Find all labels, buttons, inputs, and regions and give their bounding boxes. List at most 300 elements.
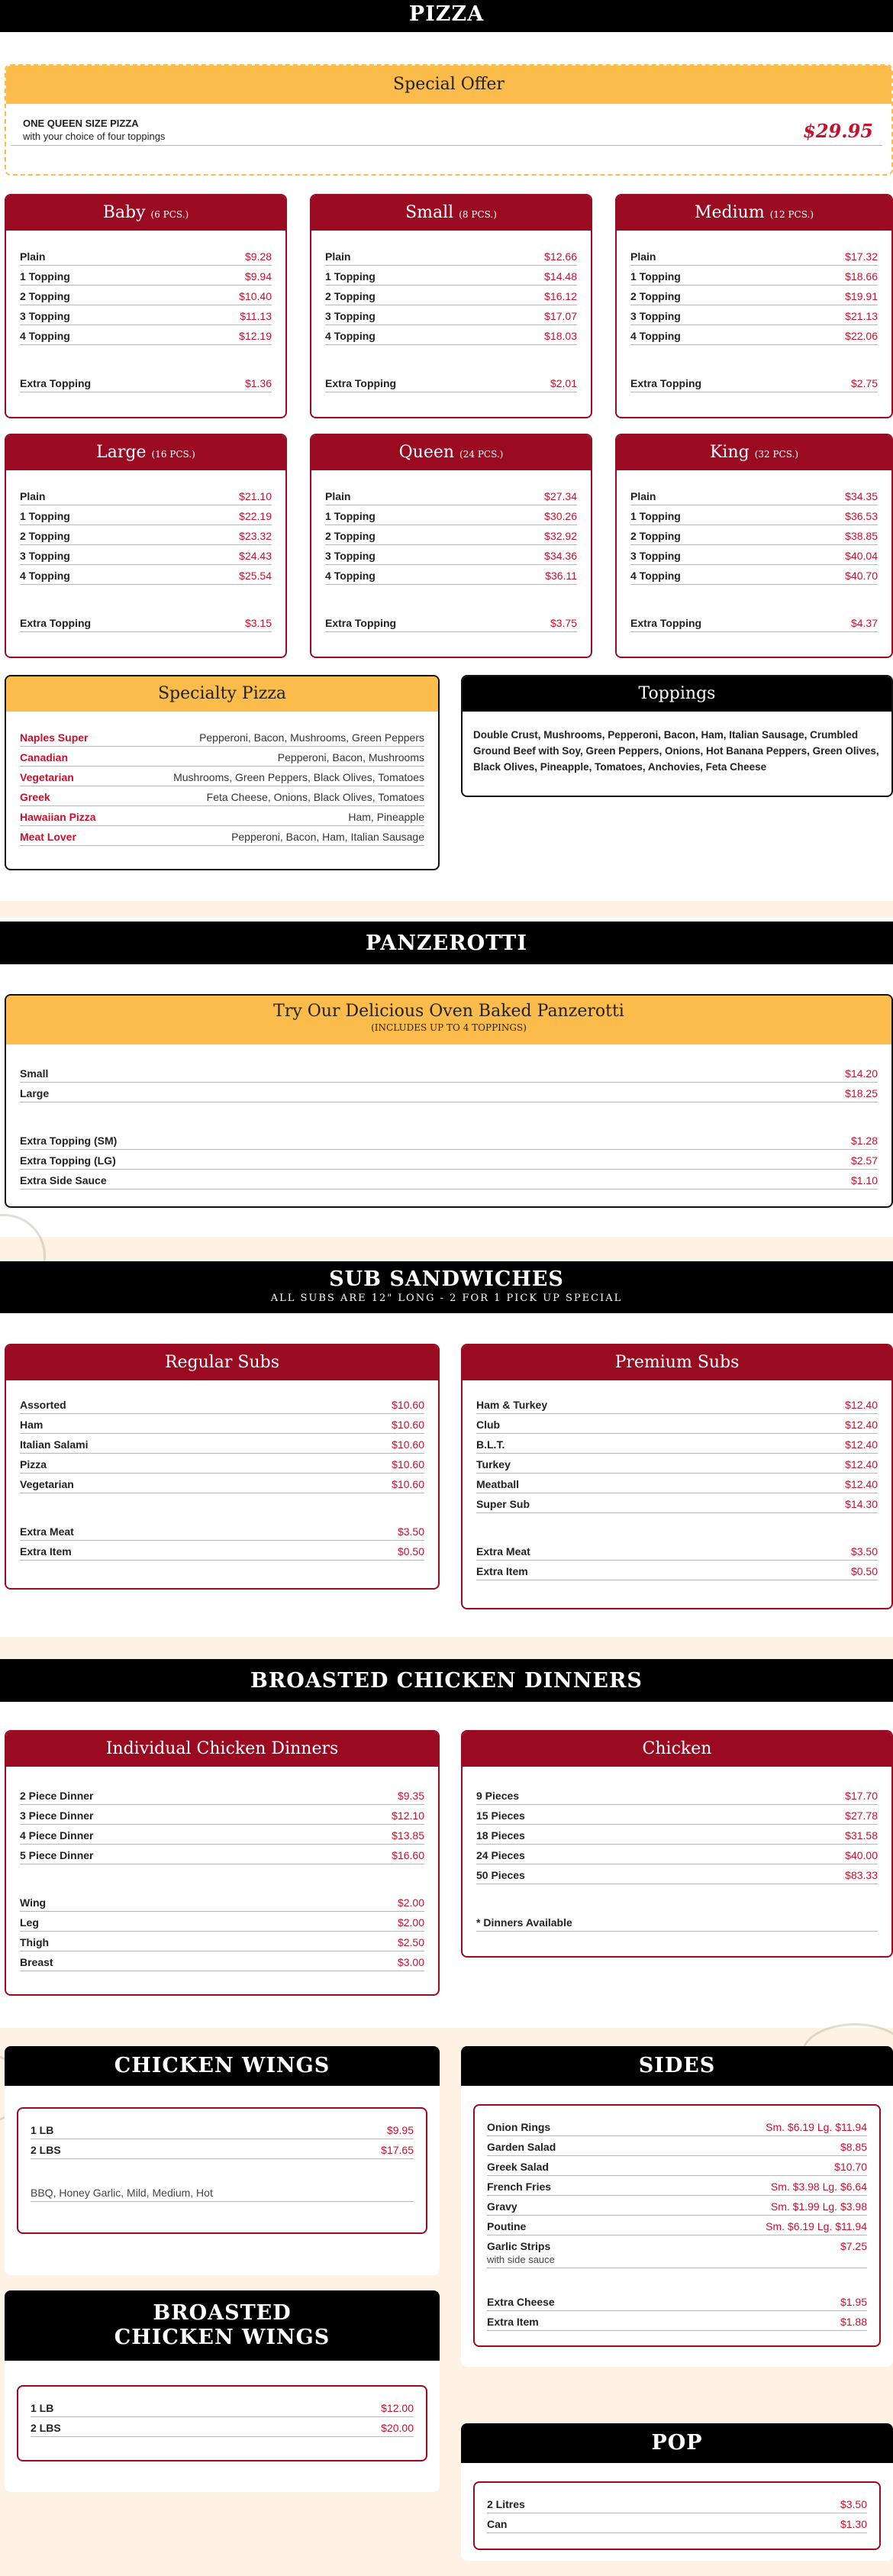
item-name: Plain — [630, 490, 656, 502]
item-price: $1.28 — [850, 1135, 878, 1147]
item-price: $12.40 — [845, 1478, 878, 1490]
item-name: Poutine — [487, 2220, 527, 2232]
item-name: Leg — [20, 1916, 39, 1929]
menu-row — [476, 1785, 878, 1805]
panzerotti-header — [0, 922, 893, 964]
item-price: Feta Cheese, Onions, Black Olives, Tomatoes — [206, 791, 424, 803]
item-price: $10.70 — [834, 2161, 867, 2173]
item-price: $7.25 — [840, 2240, 867, 2252]
menu-row — [20, 1083, 878, 1102]
side-row-with-desc — [487, 2235, 867, 2268]
item-price: $1.30 — [840, 2518, 867, 2530]
item-name: Wing — [20, 1896, 47, 1909]
broasted-wings-list — [17, 2385, 427, 2461]
spacer — [476, 1513, 878, 1541]
broasted-wings-header — [5, 2290, 440, 2361]
menu-row — [325, 305, 577, 325]
item-price: $21.10 — [239, 490, 272, 502]
menu-row — [487, 2176, 867, 2196]
item-price: Ham, Pineapple — [348, 811, 424, 823]
pizza-size-name: Baby — [102, 203, 146, 222]
item-name: 4 Topping — [325, 570, 376, 582]
menu-row — [630, 612, 878, 632]
panzerotti-header-text: PANZEROTTI — [365, 931, 528, 955]
item-name: 1 Topping — [325, 510, 376, 522]
item-name: Extra Topping — [630, 377, 702, 389]
item-name: Can — [487, 2518, 508, 2530]
item-name: 4 Topping — [20, 330, 70, 342]
item-price: $3.50 — [840, 2498, 867, 2510]
subs-header-text: SUB SANDWICHES — [329, 1267, 564, 1291]
item-name: Turkey — [476, 1458, 511, 1470]
menu-row — [20, 565, 272, 585]
item-name: Extra Item — [20, 1545, 72, 1558]
item-price: $22.19 — [239, 510, 272, 522]
item-name: Large — [20, 1087, 50, 1099]
pizza-size-name: Medium — [694, 203, 765, 222]
pop-panel — [461, 2423, 893, 2561]
menu-row — [476, 1825, 878, 1845]
item-name: 2 LBS — [31, 2144, 61, 2156]
item-name: 4 Topping — [630, 330, 681, 342]
menu-row — [20, 373, 272, 392]
item-name: Ham — [20, 1419, 44, 1431]
pizza-size-title — [617, 195, 891, 231]
pizza-size-prices — [6, 231, 285, 400]
menu-row — [20, 1825, 424, 1845]
item-name: Thigh — [20, 1936, 50, 1948]
menu-row — [630, 286, 878, 305]
menu-row — [325, 525, 577, 545]
menu-row — [476, 1561, 878, 1580]
menu-row — [31, 2417, 414, 2437]
menu-row — [20, 1951, 424, 1971]
menu-row — [630, 486, 878, 505]
menu-row — [325, 486, 577, 505]
item-name: Plain — [20, 490, 46, 502]
item-price: $12.00 — [381, 2402, 414, 2414]
item-name: Extra Side Sauce — [20, 1174, 107, 1186]
item-name: 1 Topping — [325, 270, 376, 282]
spacer — [630, 585, 878, 612]
menu-row — [325, 505, 577, 525]
item-name: 15 Pieces — [476, 1809, 525, 1822]
item-price: $83.33 — [845, 1869, 878, 1881]
specialty-pizza-row — [20, 826, 424, 846]
item-desc: with side sauce — [487, 2254, 555, 2265]
pizza-size-title — [6, 195, 285, 231]
menu-row — [630, 505, 878, 525]
item-name: Plain — [325, 490, 351, 502]
item-price: $2.01 — [550, 377, 577, 389]
menu-row — [630, 305, 878, 325]
item-price: $40.00 — [845, 1849, 878, 1861]
regular-subs-card — [5, 1344, 440, 1590]
specialty-pizza-row — [20, 786, 424, 806]
item-price: $8.85 — [840, 2141, 867, 2153]
pizza-size-title — [311, 195, 591, 231]
item-price: Pepperoni, Bacon, Mushrooms — [277, 751, 424, 763]
menu-row — [487, 2494, 867, 2513]
pizza-size-title — [6, 435, 285, 470]
menu-row — [20, 266, 272, 286]
panzerotti-list — [6, 1044, 891, 1197]
menu-row — [476, 1864, 878, 1884]
item-name: 3 Topping — [325, 310, 376, 322]
menu-row — [20, 1170, 878, 1190]
item-price: $25.54 — [239, 570, 272, 582]
item-price: $1.36 — [244, 377, 272, 389]
item-price: $10.60 — [392, 1419, 424, 1431]
item-name: Breast — [20, 1956, 53, 1968]
item-name: Extra Topping — [20, 617, 92, 629]
item-name: Assorted — [20, 1399, 66, 1411]
pizza-size-card — [310, 194, 592, 418]
item-price: $10.60 — [392, 1438, 424, 1451]
broasted-wings-panel — [5, 2290, 440, 2492]
pizza-size-prices — [6, 470, 285, 640]
item-price: $36.11 — [545, 570, 577, 582]
item-price: $17.65 — [381, 2144, 414, 2156]
item-name: Super Sub — [476, 1498, 530, 1510]
item-name: French Fries — [487, 2181, 552, 2193]
specialty-pizza-row — [20, 747, 424, 767]
item-name: 1 Topping — [20, 270, 70, 282]
menu-row — [476, 1474, 878, 1493]
menu-row — [476, 1805, 878, 1825]
menu-row — [487, 2513, 867, 2533]
chicken-wings-list — [17, 2107, 427, 2234]
specialty-pizza-card — [5, 675, 440, 870]
menu-row — [31, 2119, 414, 2139]
item-name: 4 Topping — [630, 570, 681, 582]
menu-row — [325, 612, 577, 632]
item-name: 1 Topping — [20, 510, 70, 522]
item-name: 3 Topping — [630, 550, 681, 562]
pop-header: POP — [461, 2423, 893, 2463]
item-name: Meatball — [476, 1478, 520, 1490]
item-name: Italian Salami — [20, 1438, 89, 1451]
menu-row — [20, 612, 272, 632]
menu-row — [20, 1521, 424, 1541]
menu-row — [630, 246, 878, 266]
menu-row — [630, 373, 878, 392]
menu-row — [20, 1414, 424, 1434]
toppings-title: Toppings — [463, 676, 891, 712]
item-name: Plain — [630, 250, 656, 263]
item-name: 3 Piece Dinner — [20, 1809, 94, 1822]
item-price: $22.06 — [845, 330, 878, 342]
item-price: $11.13 — [240, 310, 272, 322]
menu-row — [20, 305, 272, 325]
item-price: $2.75 — [850, 377, 878, 389]
menu-row — [476, 1541, 878, 1561]
item-price: $12.40 — [845, 1419, 878, 1431]
item-name: Extra Item — [487, 2316, 539, 2328]
pizza-size-card — [5, 194, 287, 418]
item-price: $2.57 — [850, 1154, 878, 1167]
menu-row — [20, 246, 272, 266]
item-name: Extra Topping (LG) — [20, 1154, 116, 1167]
pizza-size-prices — [311, 470, 591, 640]
item-name: 1 Topping — [630, 510, 681, 522]
chicken-header — [0, 1659, 893, 1702]
item-price: $3.00 — [397, 1956, 424, 1968]
item-name: Extra Item — [476, 1565, 528, 1577]
item-name: Extra Topping — [20, 377, 92, 389]
item-price: $27.78 — [845, 1809, 878, 1822]
item-name: 1 LB — [31, 2402, 54, 2414]
item-name: 24 Pieces — [476, 1849, 525, 1861]
spacer — [476, 1884, 878, 1912]
menu-row — [630, 565, 878, 585]
item-price: $19.91 — [845, 290, 878, 302]
item-price: $40.70 — [845, 570, 878, 582]
pizza-size-prices — [617, 470, 891, 640]
menu-row — [20, 325, 272, 345]
item-price: $2.00 — [397, 1896, 424, 1909]
menu-row — [476, 1394, 878, 1414]
item-price: $34.36 — [544, 550, 577, 562]
item-name: Meat Lover — [20, 831, 76, 843]
spacer — [20, 1864, 424, 1892]
item-name: Ham & Turkey — [476, 1399, 548, 1411]
item-name: Gravy — [487, 2200, 517, 2213]
menu-row — [20, 286, 272, 305]
item-price: $40.04 — [845, 550, 878, 562]
spacer — [630, 345, 878, 373]
pizza-size-card — [5, 434, 287, 658]
specialty-pizza-row — [20, 767, 424, 786]
pizza-size-name: Queen — [398, 443, 455, 462]
item-name: 1 LB — [31, 2124, 54, 2136]
item-price: $0.50 — [397, 1545, 424, 1558]
item-price: Sm. $6.19 Lg. $11.94 — [766, 2220, 867, 2232]
menu-row — [20, 1845, 424, 1864]
item-price: $10.60 — [392, 1478, 424, 1490]
item-name: 2 Topping — [325, 530, 376, 542]
sides-header: SIDES — [461, 2046, 893, 2086]
spacer — [31, 2159, 414, 2182]
item-price: $12.10 — [392, 1809, 424, 1822]
item-name: Extra Meat — [476, 1545, 530, 1558]
premium-subs-list — [463, 1380, 891, 1588]
item-price: $17.32 — [845, 250, 878, 263]
item-price: $10.60 — [392, 1399, 424, 1411]
menu-row — [20, 545, 272, 565]
specialty-pizza-row — [20, 727, 424, 747]
panzerotti-title: Try Our Delicious Oven Baked Panzerotti — [273, 1002, 624, 1021]
menu-row — [487, 2136, 867, 2156]
menu-row — [476, 1493, 878, 1513]
menu-row — [325, 545, 577, 565]
specialty-pizza-title: Specialty Pizza — [6, 676, 438, 712]
item-name: 5 Piece Dinner — [20, 1849, 94, 1861]
item-name: 2 Topping — [630, 530, 681, 542]
menu-row — [325, 266, 577, 286]
dinners-note: * Dinners Available — [476, 1912, 878, 1932]
item-name: Plain — [325, 250, 351, 263]
menu-row — [31, 2397, 414, 2417]
item-name: 4 Topping — [325, 330, 376, 342]
individual-dinners-title: Individual Chicken Dinners — [6, 1732, 438, 1767]
item-price: Sm. $6.19 Lg. $11.94 — [766, 2121, 867, 2133]
menu-row — [325, 286, 577, 305]
menu-row — [20, 505, 272, 525]
item-price: $16.12 — [544, 290, 577, 302]
item-price: $1.95 — [840, 2296, 867, 2308]
item-price: $12.40 — [845, 1399, 878, 1411]
menu-row — [20, 1130, 878, 1150]
item-price: $9.94 — [244, 270, 272, 282]
special-offer-desc: with your choice of four toppings — [23, 131, 166, 142]
item-price: $17.07 — [544, 310, 577, 322]
premium-subs-title: Premium Subs — [463, 1345, 891, 1380]
menu-row — [487, 2311, 867, 2331]
pizza-size-title — [617, 435, 891, 470]
pizza-size-card — [310, 434, 592, 658]
item-price: $17.70 — [845, 1790, 878, 1802]
item-name: 9 Pieces — [476, 1790, 520, 1802]
item-price: $3.75 — [550, 617, 577, 629]
item-price: $1.88 — [840, 2316, 867, 2328]
item-name: Extra Topping — [325, 377, 397, 389]
premium-subs-card — [461, 1344, 893, 1609]
item-price: $10.40 — [239, 290, 272, 302]
chicken-header-text: BROASTED CHICKEN DINNERS — [250, 1668, 643, 1693]
pizza-size-name: Large — [96, 443, 147, 462]
broasted-wings-header-line1: BROASTED — [153, 2301, 292, 2325]
item-name: 1 Topping — [630, 270, 681, 282]
item-name: Hawaiian Pizza — [20, 811, 96, 823]
item-name: 4 Topping — [20, 570, 70, 582]
menu-row — [20, 1805, 424, 1825]
pizza-size-name: King — [709, 443, 750, 462]
menu-row — [630, 525, 878, 545]
item-name: Garlic Strips — [487, 2240, 551, 2252]
item-price: $9.95 — [386, 2124, 414, 2136]
spacer — [487, 2268, 867, 2291]
item-price: $12.66 — [544, 250, 577, 263]
menu-row — [20, 1150, 878, 1170]
item-name: 3 Topping — [325, 550, 376, 562]
item-name: Vegetarian — [20, 1478, 74, 1490]
chicken-section-bg — [0, 1637, 893, 1660]
item-name: Vegetarian — [20, 771, 74, 783]
item-name: Greek — [20, 791, 50, 803]
item-price: $12.19 — [239, 330, 272, 342]
item-name: 2 Topping — [325, 290, 376, 302]
item-price: Sm. $1.99 Lg. $3.98 — [770, 2200, 867, 2213]
item-name: 3 Topping — [630, 310, 681, 322]
item-price: $14.48 — [544, 270, 577, 282]
item-name: Pizza — [20, 1458, 47, 1470]
menu-row — [20, 1474, 424, 1493]
item-name: Club — [476, 1419, 501, 1431]
item-price: $9.28 — [244, 250, 272, 263]
panzerotti-card-head — [6, 996, 891, 1044]
pizza-size-pieces: (8 PCS.) — [459, 209, 497, 220]
subs-header — [0, 1261, 893, 1313]
item-name: 3 Topping — [20, 310, 70, 322]
spacer — [325, 345, 577, 373]
panzerotti-subtitle: (INCLUDES UP TO 4 TOPPINGS) — [371, 1022, 527, 1033]
menu-row — [325, 246, 577, 266]
special-offer-title: Special Offer — [6, 66, 891, 104]
menu-row — [20, 1454, 424, 1474]
item-price: $2.00 — [397, 1916, 424, 1929]
item-name: 3 Topping — [20, 550, 70, 562]
pizza-size-pieces: (12 PCS.) — [769, 209, 814, 220]
pizza-size-prices — [617, 231, 891, 400]
item-name: Onion Rings — [487, 2121, 551, 2133]
menu-row — [20, 1063, 878, 1083]
item-price: $0.50 — [850, 1565, 878, 1577]
pop-list — [473, 2481, 881, 2550]
menu-row — [487, 2116, 867, 2136]
menu-row — [325, 373, 577, 392]
pizza-size-pieces: (16 PCS.) — [151, 449, 195, 460]
pizza-size-card — [615, 434, 893, 658]
item-price: $3.15 — [244, 617, 272, 629]
item-price: $12.40 — [845, 1458, 878, 1470]
item-price: $20.00 — [381, 2422, 414, 2434]
spacer — [20, 1102, 878, 1130]
spacer — [20, 585, 272, 612]
pizza-size-pieces: (6 PCS.) — [150, 209, 189, 220]
item-name: Garden Salad — [487, 2141, 556, 2153]
menu-row — [20, 1932, 424, 1951]
specialty-pizza-list — [6, 712, 438, 854]
individual-dinners-list — [6, 1767, 438, 1979]
item-name: Extra Topping — [325, 617, 397, 629]
pizza-size-card — [615, 194, 893, 418]
chicken-pieces-title: Chicken — [463, 1732, 891, 1767]
menu-row — [630, 545, 878, 565]
item-price: $30.26 — [544, 510, 577, 522]
special-offer-card — [5, 64, 893, 176]
item-price: $9.35 — [397, 1790, 424, 1802]
broasted-wings-header-line2: CHICKEN WINGS — [114, 2326, 330, 2349]
menu-row — [325, 565, 577, 585]
item-price: Pepperoni, Bacon, Mushrooms, Green Peppers — [199, 731, 424, 744]
menu-row — [31, 2139, 414, 2159]
item-name: Naples Super — [20, 731, 89, 744]
menu-row — [325, 325, 577, 345]
subs-section-bg — [0, 1237, 893, 1260]
chicken-wings-header: CHICKEN WINGS — [5, 2046, 440, 2086]
subs-subheader: ALL SUBS ARE 12" LONG - 2 FOR 1 PICK UP SPECIAL — [270, 1293, 623, 1304]
toppings-card — [461, 675, 893, 797]
special-offer-price: $29.95 — [803, 120, 873, 142]
item-price: $16.60 — [392, 1849, 424, 1861]
item-price: $18.25 — [845, 1087, 878, 1099]
sides-list — [473, 2104, 881, 2347]
item-name: 2 LBS — [31, 2422, 61, 2434]
item-name: 2 Topping — [20, 530, 70, 542]
item-price: $31.58 — [845, 1829, 878, 1842]
item-name: Canadian — [20, 751, 69, 763]
menu-row — [476, 1845, 878, 1864]
pizza-size-prices — [311, 231, 591, 400]
menu-row — [487, 2216, 867, 2235]
individual-dinners-card — [5, 1730, 440, 1996]
item-name: 18 Pieces — [476, 1829, 525, 1842]
pizza-size-pieces: (32 PCS.) — [754, 449, 799, 460]
item-price: $1.10 — [850, 1174, 878, 1186]
item-price: $32.92 — [544, 530, 577, 542]
menu-row — [20, 1394, 424, 1414]
